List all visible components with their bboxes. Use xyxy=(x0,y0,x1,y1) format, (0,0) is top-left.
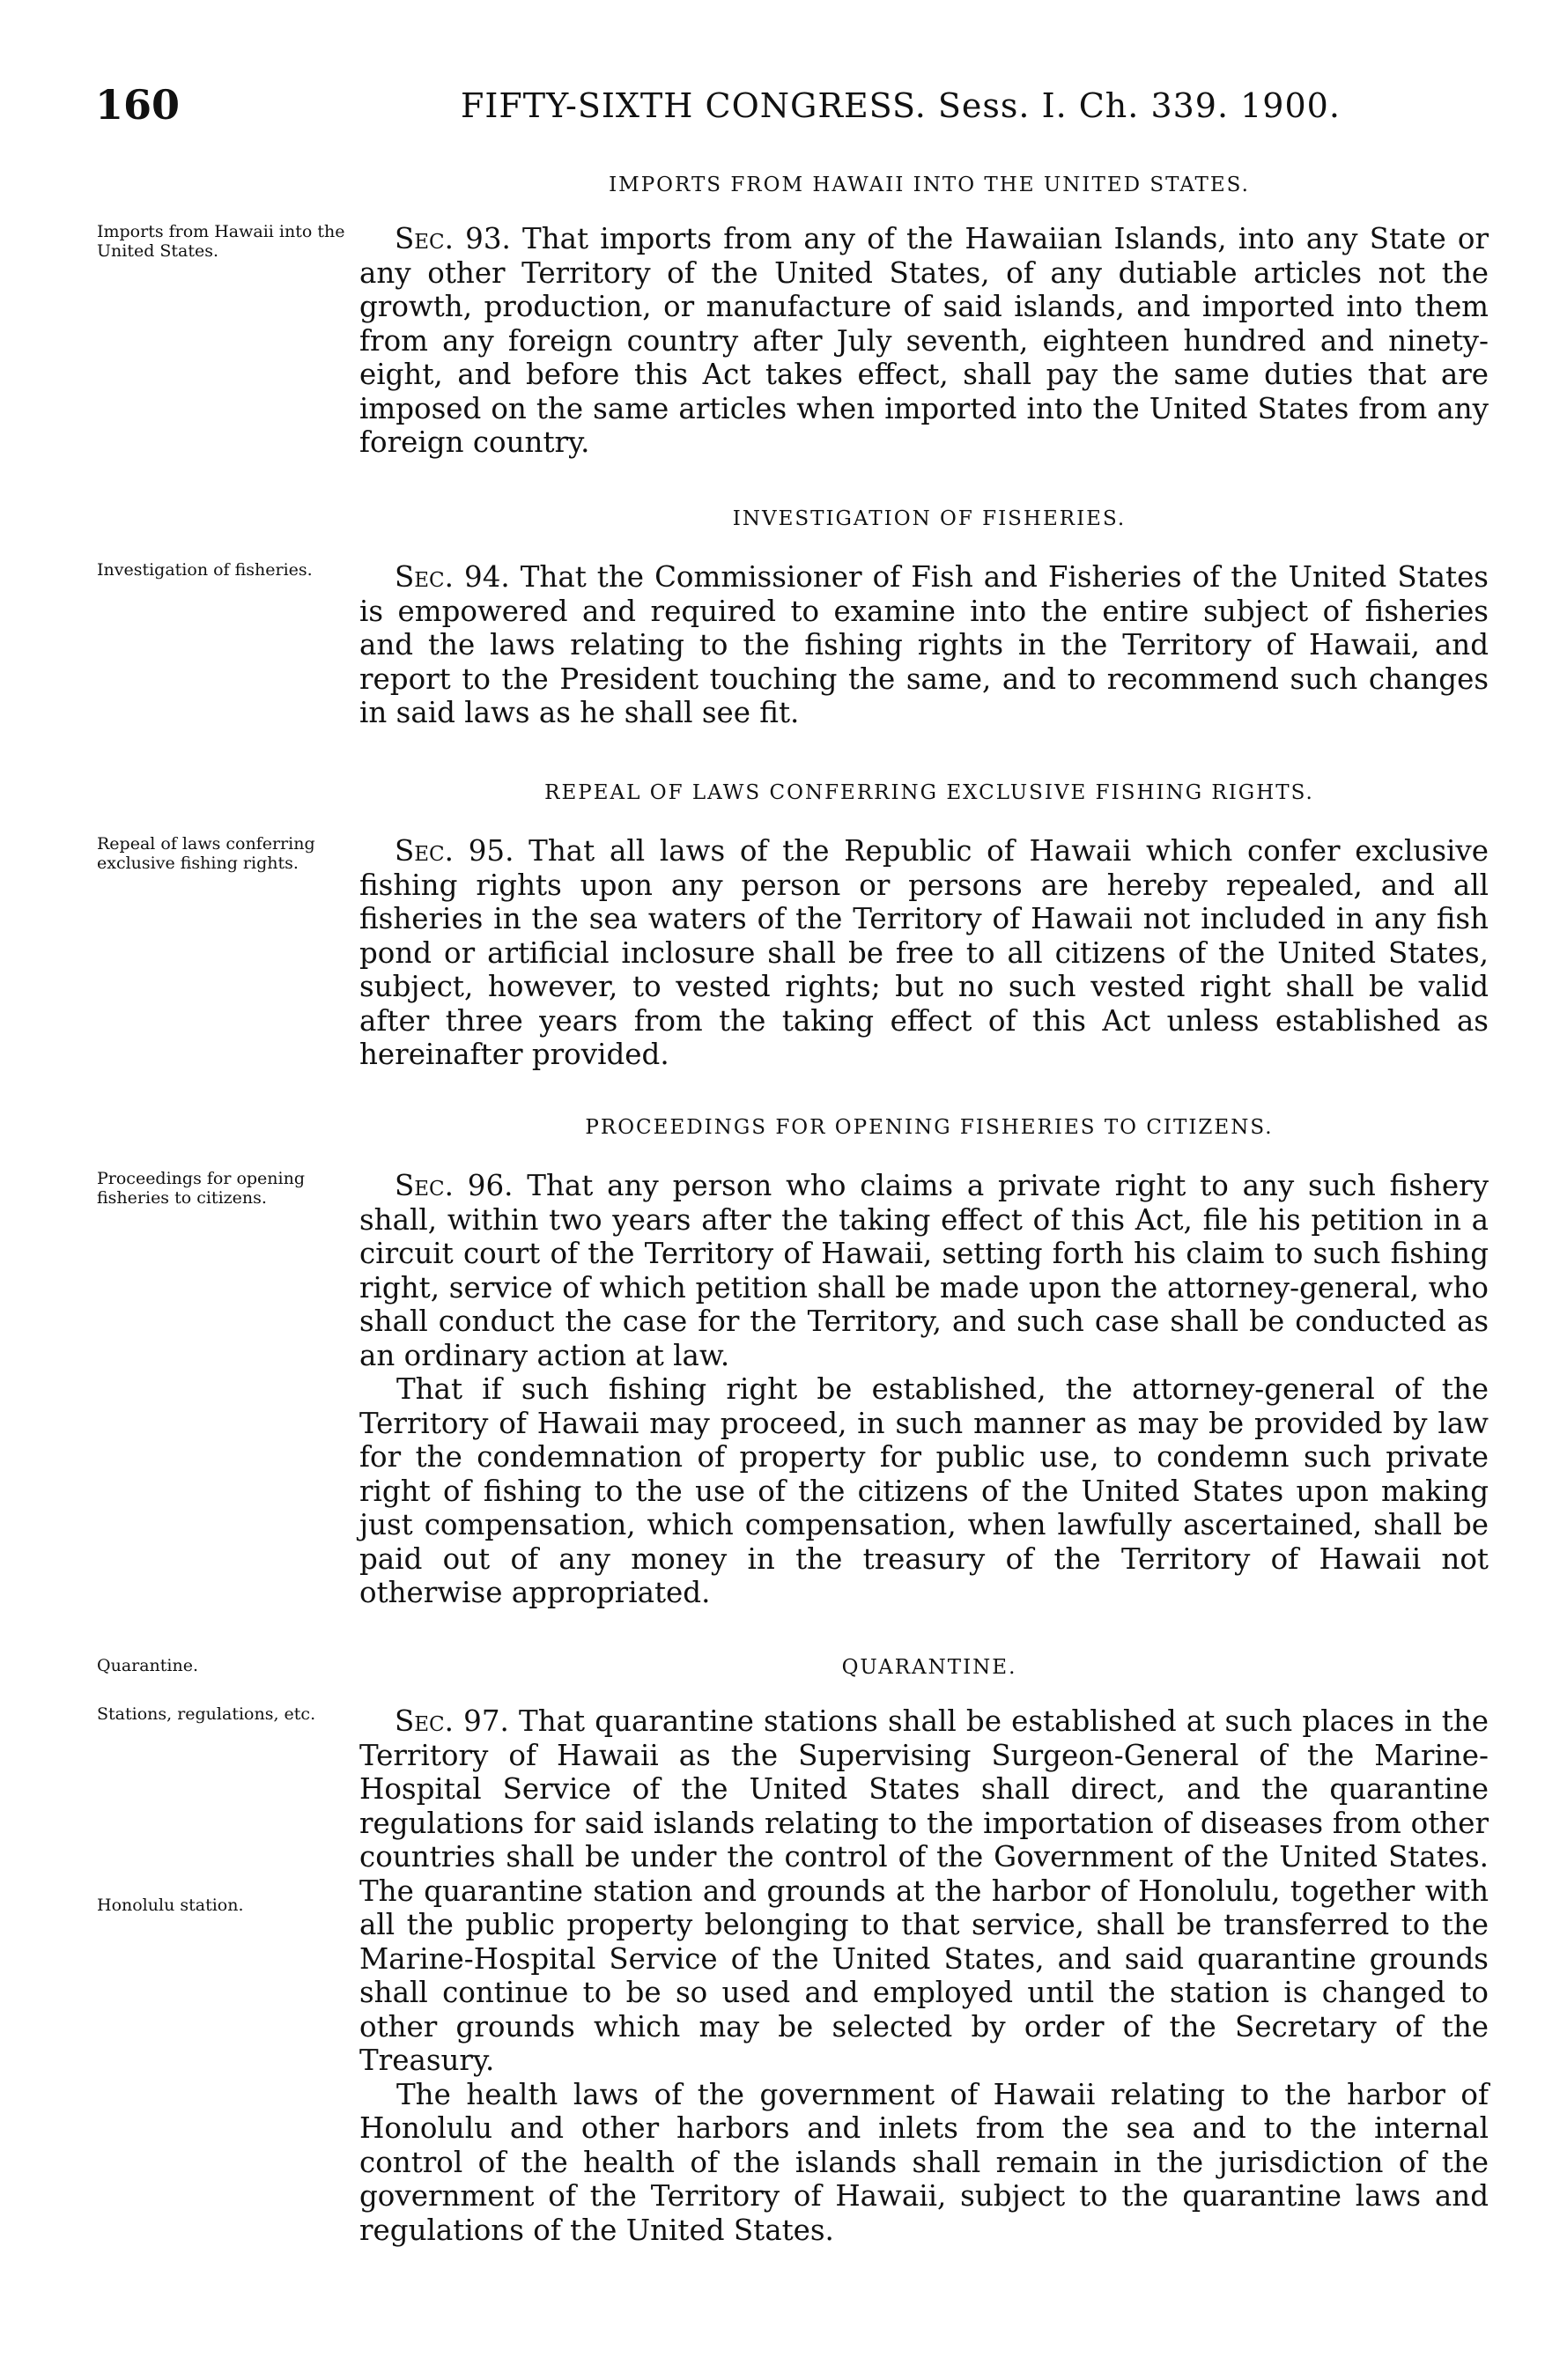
paragraph-text: That the Commissioner of Fish and Fisheries of the United States is empowered and required to examine into the entire subject of fisheries and the laws relating to the fishing rights in the Territory of Hawaii, and report to the President touching the same, and to recommend such changes in said laws as he shall see fit. xyxy=(359,560,1489,729)
section-body xyxy=(359,834,1489,1072)
page-number: 160 xyxy=(95,81,181,129)
margin-note: Proceedings for opening fisheries to citizens. xyxy=(97,1169,306,1208)
paragraph-text: That quarantine stations shall be established at such places in the Territory of Hawaii as the Supervising Surgeon-General of the Marine-Hospital Service of the United States shall direct, and the quarantine regulations for said islands relating to the importation of diseases from other countries shall be under the control of the Government of the United States. The quarantine station and grounds at the harbor of Honolulu, together with all the public property belonging to that service, shall be transferred to the Marine-Hospital Service of the United States, and said quarantine grounds shall continue to be so used and employed until the station is changed to other grounds which may be selected by order of the Secretary of the Treasury. xyxy=(359,1704,1489,2077)
paragraph-text: That all laws of the Republic of Hawaii which confer exclusive fishing rights upon any person or persons are hereby repealed, and all fisheries in the sea waters of the Territory of Hawaii not included in any fish pond or artificial inclosure shall be free to all citizens of the United States, subject, however, to vested rights; but no such vested right shall be valid after three years from the taking effect of this Act unless established as hereinafter provided. xyxy=(359,834,1489,1071)
running-head: FIFTY-SIXTH CONGRESS. Sess. I. Ch. 339. 1900. xyxy=(461,86,1341,125)
section-label: Sec. 93. xyxy=(395,222,511,255)
margin-note-honolulu: Honolulu station. xyxy=(97,1896,244,1915)
margin-note: Repeal of laws conferring exclusive fishing rights. xyxy=(97,834,315,873)
section-body xyxy=(359,1704,1489,2247)
margin-note-heading: Quarantine. xyxy=(97,1656,199,1675)
paragraph-text: That any person who claims a private right to any such fishery shall, within two years after the taking effect of this Act, file his petition in a circuit court of the Territory of Hawaii, setting forth his claim to such fishing right, service of which petition shall be made upon the attorney-general, who shall conduct the case for the Territory, and such case shall be conducted as an ordinary action at law. xyxy=(359,1169,1489,1372)
margin-note: Imports from Hawaii into the United States. xyxy=(97,222,345,261)
section-label: Sec. 94. xyxy=(395,560,510,594)
section-heading: PROCEEDINGS FOR OPENING FISHERIES TO CITIZENS. xyxy=(585,1116,1274,1139)
paragraph: That if such fishing right be established, the attorney-general of the Territory of Hawaii may proceed, in such manner as may be provided by law for the condemnation of property for public use, to condemn such private right of fishing to the use of the citizens of the United States upon making just compensation, which compensation, when lawfully ascertained, shall be paid out of any money in the treasury of the Territory of Hawaii not otherwise appropriated. xyxy=(359,1372,1489,1609)
paragraph xyxy=(359,834,1489,1072)
section-heading: INVESTIGATION OF FISHERIES. xyxy=(732,507,1127,530)
paragraph xyxy=(359,560,1489,730)
paragraph xyxy=(359,222,1489,460)
margin-note: Stations, regulations, etc. xyxy=(97,1704,316,1724)
section-body xyxy=(359,560,1489,730)
section-heading: QUARANTINE. xyxy=(841,1656,1017,1679)
paragraph xyxy=(359,1704,1489,2078)
paragraph-text: That imports from any of the Hawaiian Islands, into any State or any other Territory of the United States, of any dutiable articles not the growth, production, or manufacture of said islands, and imported into them from any foreign country after July seventh, eighteen hundred and ninety-eight, and before this Act takes effect, shall pay the same duties that are imposed on the same articles when imported into the United States from any foreign country. xyxy=(359,222,1489,459)
page-header xyxy=(95,81,1469,130)
section-heading: IMPORTS FROM HAWAII INTO THE UNITED STATES. xyxy=(609,174,1250,196)
margin-note: Investigation of fisheries. xyxy=(97,560,313,580)
section-label: Sec. 95. xyxy=(395,834,514,868)
section-body xyxy=(359,222,1489,460)
section-label: Sec. 96. xyxy=(395,1169,514,1202)
section-heading: REPEAL OF LAWS CONFERRING EXCLUSIVE FISHING RIGHTS. xyxy=(544,781,1314,804)
paragraph: The health laws of the government of Hawaii relating to the harbor of Honolulu and other harbors and inlets from the sea and to the internal control of the health of the islands shall remain in the jurisdiction of the government of the Territory of Hawaii, subject to the quarantine laws and regulations of the United States. xyxy=(359,2077,1489,2247)
section-body xyxy=(359,1169,1489,1610)
paragraph xyxy=(359,1169,1489,1372)
section-label: Sec. 97. xyxy=(395,1704,509,1738)
